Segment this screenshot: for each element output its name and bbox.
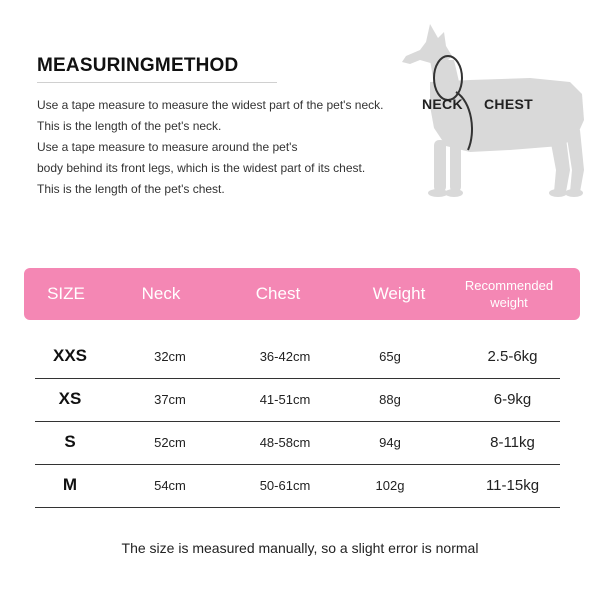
neck-cell: 54cm [154, 477, 186, 493]
instruction-line: This is the length of the pet's neck. [37, 119, 222, 133]
measurement-disclaimer: The size is measured manually, so a slight error is normal [121, 540, 479, 556]
weight-cell: 65g [379, 348, 401, 364]
neck-label: NECK [422, 96, 463, 112]
header-size: SIZE [47, 284, 85, 303]
table-row [35, 422, 560, 465]
recommended-weight-cell: 6-9kg [493, 390, 532, 408]
header-neck: Neck [141, 284, 181, 303]
chest-cell: 36-42cm [259, 348, 311, 364]
weight-cell: 102g [375, 477, 405, 493]
size-cell: M [62, 475, 78, 494]
size-table-header [24, 268, 580, 320]
instruction-line: Use a tape measure to measure the widest part of the pet's neck. [37, 98, 384, 112]
chest-cell: 48-58cm [259, 434, 311, 450]
neck-cell: 32cm [154, 348, 186, 364]
neck-cell: 52cm [154, 434, 186, 450]
weight-cell: 88g [379, 391, 401, 407]
size-cell: S [64, 432, 76, 451]
row-divider [35, 507, 560, 508]
table-row [35, 336, 560, 379]
header-recommended-weight [454, 268, 564, 320]
chest-label: CHEST [484, 96, 533, 112]
header-recommended-line1: Recommended [464, 278, 554, 293]
header-recommended-line2: weight [490, 295, 528, 310]
chest-cell: 50-61cm [259, 477, 311, 493]
recommended-weight-cell: 2.5-6kg [487, 347, 538, 365]
weight-cell: 94g [379, 434, 401, 450]
table-row [35, 465, 560, 508]
dog-measurement-diagram [390, 20, 590, 205]
header-chest: Chest [255, 284, 301, 303]
instruction-line: This is the length of the pet's chest. [37, 182, 225, 196]
recommended-weight-cell: 8-11kg [490, 433, 535, 451]
size-cell: XXS [52, 346, 88, 365]
measuring-instructions [37, 95, 417, 200]
table-row [35, 379, 560, 422]
chest-cell: 41-51cm [259, 391, 311, 407]
recommended-weight-cell: 11-15kg [485, 476, 540, 494]
size-cell: XS [58, 389, 82, 408]
page-title: MEASURINGMETHOD [37, 55, 239, 76]
dog-silhouette-icon [390, 20, 590, 205]
neck-cell: 37cm [154, 391, 186, 407]
instruction-line: body behind its front legs, which is the widest part of its chest. [37, 161, 366, 175]
instruction-line: Use a tape measure to measure around the pet's [37, 140, 298, 154]
header-weight: Weight [372, 284, 426, 303]
title-underline [37, 82, 277, 83]
